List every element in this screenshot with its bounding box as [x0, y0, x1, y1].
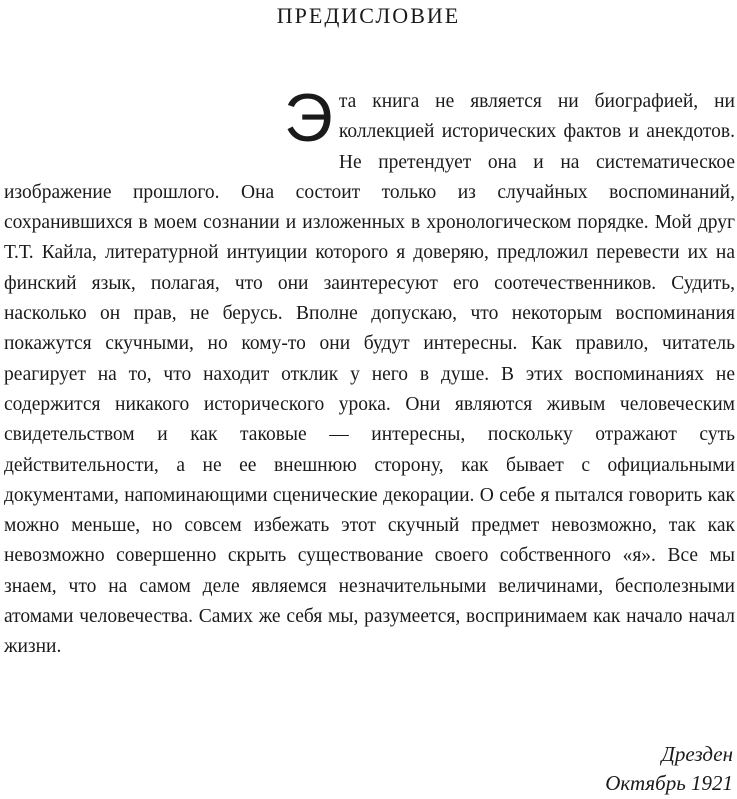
preface-paragraph: [4, 80, 735, 663]
signature-block: [605, 740, 733, 798]
drop-cap-letter: Э: [284, 80, 333, 156]
paragraph-text: та книга не является ни биографией, ни коллекцией исторических фактов и анекдотов. Не претендует она и на систематическое изображение прошлого. Она состоит только из случайных воспоминаний, сохранившихся в моем сознании и изложенных в хронологическом порядке. Мой друг Т.Т. Кайла, литературной интуиции которого я доверяю, предложил перевести их на финский язык, полагая, что они заинтересуют его соотечественников. Судить, насколько он прав, не берусь. Вполне допускаю, что некоторым воспоминания покажутся скучными, но кому-то они будут интересны. Как правило, читатель реагирует на то, что находит отклик у него в душе. В этих воспоминаниях не содержится никакого исторического урока. Они являются живым человеческим свидетельством и как таковые — интересны, поскольку отражают суть действительности, а не ее внешнюю сторону, как бывает с официальными документами, напоминающими сценические декорации. О себе я пытался говорить как можно меньше, но совсем избежать этот скучный предмет невозможно, так как невозможно совершенно скрыть существование своего собственного «я». Все мы знаем, что на самом деле являемся незначительными величинами, бесполезными атомами человечества. Самих же себя мы, разумеется, воспринимаем как начало начал жизни.: [4, 91, 735, 658]
page-title: ПРЕДИСЛОВИЕ: [276, 3, 461, 28]
signature-date: Октябрь 1921: [605, 771, 733, 795]
signature-place: Дрезден: [661, 742, 733, 766]
